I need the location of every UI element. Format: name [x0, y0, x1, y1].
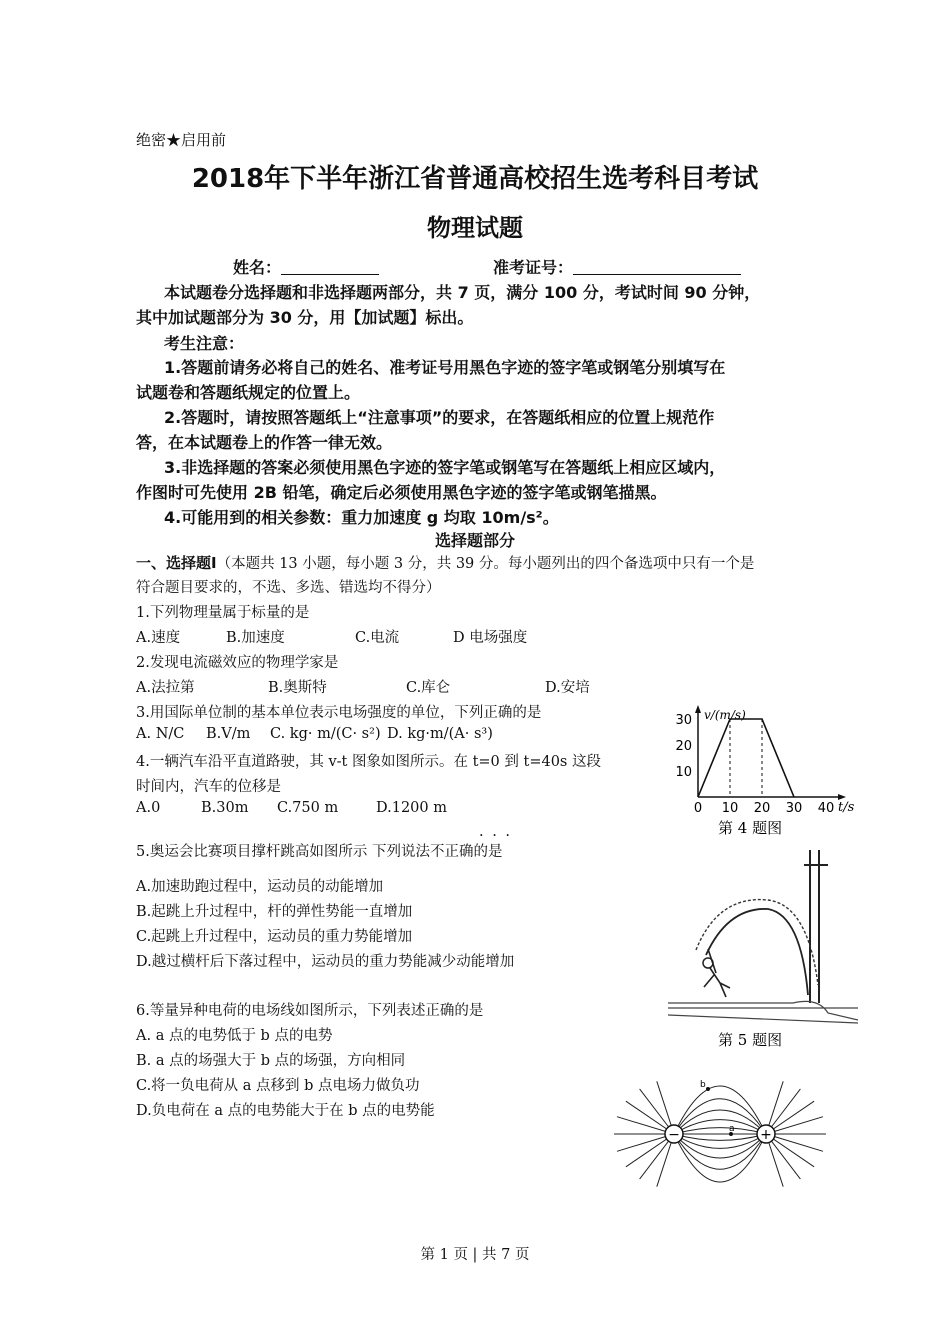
q5-stem: 5.奥运会比赛项目撑杆跳高如图所示 下列说法不正确的是 [136, 844, 503, 860]
section-title: 选择题部分 [434, 531, 515, 550]
fig4-y-tick: 20 [675, 739, 692, 754]
fig6-plus-sign: + [760, 1127, 772, 1143]
q1-option-c: C.电流 [355, 630, 400, 646]
q2-option-c: C.库仑 [406, 680, 451, 696]
notice-1b: 试题卷和答题纸规定的位置上。 [136, 383, 361, 402]
fig4-x-tick: 10 [721, 801, 739, 816]
q5-option-d: D.越过横杆后下落过程中，运动员的重力势能减少动能增加 [136, 954, 515, 970]
fig5-trajectory [696, 900, 818, 985]
fig6-point-a: a [729, 1124, 735, 1134]
fig4-x-label: t/s [838, 800, 855, 815]
fig6-point-b-dot [706, 1087, 710, 1091]
q3-option-c: C. kg· m/(C· s²) [270, 726, 381, 742]
fig6-minus-sign: − [668, 1127, 680, 1143]
q5-emphasis-dots: . . . [479, 824, 513, 840]
q2-option-d: D.安培 [545, 680, 590, 696]
q6-option-c: C.将一负电荷从 a 点移到 b 点电场力做负功 [136, 1078, 420, 1094]
fig4-series-line [698, 719, 794, 797]
name-field [233, 255, 379, 278]
fig4-x-tick: 30 [785, 801, 803, 816]
q4-option-a: A.0 [136, 800, 161, 816]
exam-subtitle: 物理试题 [427, 214, 523, 242]
part1-desc-b: 符合题目要求的，不选、多选、错选均不得分） [136, 580, 441, 596]
exam-title: 2018年下半年浙江省普通高校招生选考科目考试 [191, 164, 759, 194]
id-field [493, 255, 741, 278]
fig6-point-b: b [700, 1080, 706, 1090]
fig4-caption: 第 4 题图 [718, 819, 783, 837]
q6-stem: 6.等量异种电荷的电场线如图所示，下列表述正确的是 [136, 1003, 484, 1019]
notice-2a: 2.答题时，请按照答题纸上“注意事项”的要求，在答题纸相应的位置上规范作 [164, 408, 715, 427]
part1-label: 一、选择题Ⅰ [136, 554, 217, 572]
q2-option-a: A.法拉第 [136, 680, 195, 696]
intro-line-2: 其中加试题部分为 30 分，用【加试题】标出。 [136, 308, 474, 327]
q4-option-b: B.30m [201, 800, 249, 816]
fig4-y-tick: 30 [675, 713, 692, 728]
page-footer: 第 1 页 | 共 7 页 [420, 1247, 530, 1263]
q4-option-c: C.750 m [277, 800, 339, 816]
q3-option-d: D. kg·m/(A· s³) [387, 726, 493, 742]
fig4-x-tick: 0 [693, 801, 703, 816]
q3-option-a: A. N/C [136, 726, 185, 742]
q3-stem: 3.用国际单位制的基本单位表示电场强度的单位，下列正确的是 [136, 705, 542, 721]
q6-option-a: A. a 点的电势低于 b 点的电势 [136, 1028, 333, 1044]
fig6-field-line [674, 1099, 766, 1134]
fig4-y-tick: 10 [675, 765, 692, 780]
secret-label: 绝密★启用前 [136, 131, 227, 149]
q1-stem: 1.下列物理量属于标量的是 [136, 605, 310, 621]
part1-heading [136, 552, 754, 573]
fig5-ground [668, 1001, 858, 1023]
q1-option-a: A.速度 [136, 630, 181, 646]
fig4-y-arrow [695, 705, 701, 713]
id-blank [573, 258, 741, 275]
fig4-vt-graph [670, 705, 860, 845]
fig5-caption: 第 5 题图 [718, 1031, 783, 1049]
name-blank [281, 258, 379, 275]
q1-option-b: B.加速度 [226, 630, 285, 646]
q5-option-a: A.加速助跑过程中，运动员的动能增加 [136, 879, 384, 895]
notice-2b: 答，在本试题卷上的作答一律无效。 [136, 433, 393, 452]
q3-option-b: B.V/m [206, 726, 251, 742]
fig6-field-line [674, 1134, 766, 1169]
notice-title: 考生注意： [164, 334, 245, 353]
fig5-athlete-body [704, 949, 730, 997]
fig6-field-line [674, 1128, 766, 1134]
fig6-field-lines [610, 1078, 850, 1198]
fig4-x-tick: 40 [817, 801, 835, 816]
fig5-pole [706, 909, 808, 995]
q2-stem: 2.发现电流磁效应的物理学家是 [136, 655, 339, 671]
q4-option-d: D.1200 m [376, 800, 447, 816]
notice-1a: 1.答题前请务必将自己的姓名、准考证号用黑色字迹的签字笔或钢笔分别填写在 [164, 358, 726, 377]
q6-option-b: B. a 点的场强大于 b 点的场强，方向相同 [136, 1053, 406, 1069]
q4-stem-b: 时间内，汽车的位移是 [136, 779, 281, 795]
fig6-field-line [674, 1134, 766, 1140]
q1-option-d: D 电场强度 [453, 630, 528, 646]
fig5-pole-vault [668, 845, 858, 1050]
notice-3b: 作图时可先使用 2B 铅笔，确定后必须使用黑色字迹的签字笔或钢笔描黑。 [136, 483, 667, 502]
name-label: 姓名： [233, 258, 282, 277]
q5-option-b: B.起跳上升过程中，杆的弹性势能一直增加 [136, 904, 413, 920]
q2-option-b: B.奥斯特 [268, 680, 327, 696]
q5-option-c: C.起跳上升过程中，运动员的重力势能增加 [136, 929, 413, 945]
fig4-y-label: v/(m/s) [704, 708, 746, 722]
q6-option-d: D.负电荷在 a 点的电势能大于在 b 点的电势能 [136, 1103, 435, 1119]
q4-stem-a: 4.一辆汽车沿平直道路驶，其 v-t 图象如图所示。在 t=0 到 t=40s 这段 [136, 754, 601, 770]
fig4-x-tick: 20 [753, 801, 771, 816]
part1-desc-a: （本题共 13 小题，每小题 3 分，共 39 分。每小题列出的四个备选项中只有一个是 [216, 556, 755, 572]
id-label: 准考证号： [493, 258, 574, 277]
notice-4: 4.可能用到的相关参数：重力加速度 g 均取 10m/s²。 [164, 508, 559, 527]
intro-line-1: 本试题卷分选择题和非选择题两部分，共 7 页，满分 100 分，考试时间 90 分钟， [164, 283, 761, 302]
notice-3a: 3.非选择题的答案必须使用黑色字迹的签字笔或钢笔写在答题纸上相应区域内， [164, 458, 726, 477]
